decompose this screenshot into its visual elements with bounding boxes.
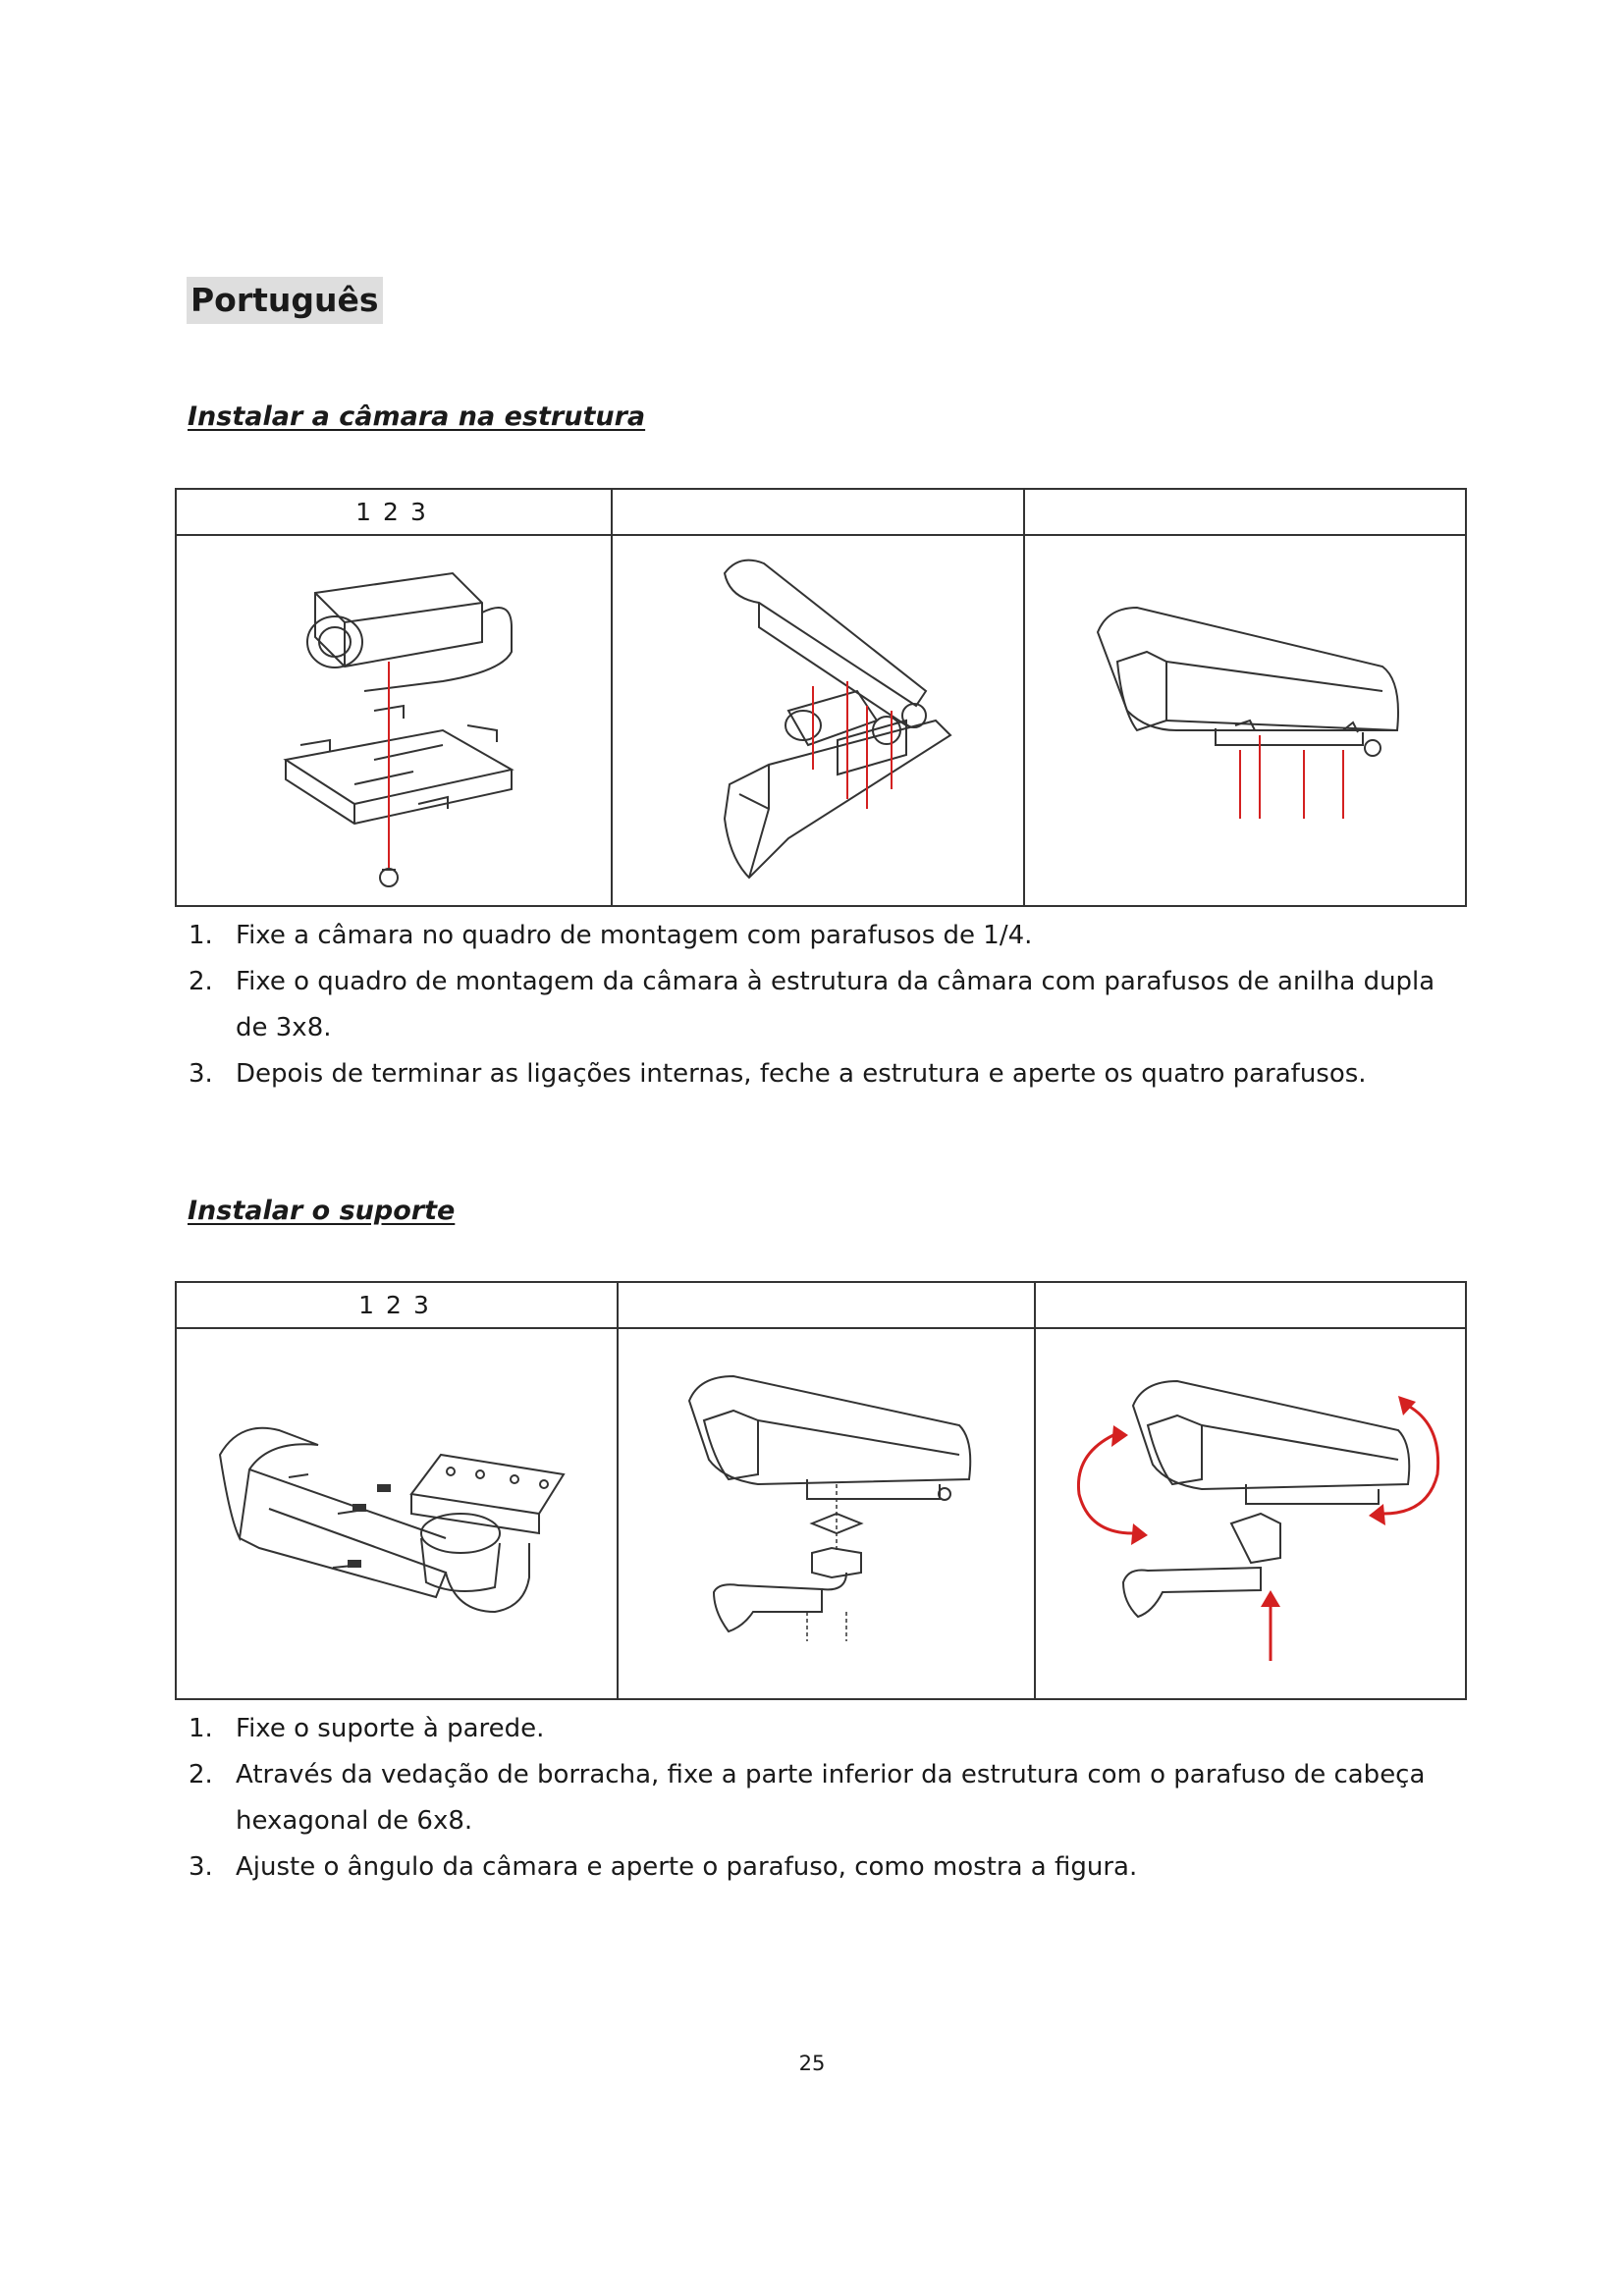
empty-header-cell xyxy=(1024,489,1466,535)
instructions-install-camera xyxy=(187,913,1463,1097)
instruction-item: 1. Fixe o suporte à parede. xyxy=(189,1714,545,1743)
page-number: 25 xyxy=(798,2052,826,2075)
steps-table-install-camera xyxy=(175,488,1467,907)
housing-open-illustration xyxy=(671,544,965,897)
figure-adjust-angle xyxy=(1035,1328,1466,1699)
section-title-install-bracket: Instalar o suporte xyxy=(188,1196,456,1226)
step-numbers xyxy=(176,489,612,535)
instruction-item: 3. Ajuste o ângulo da câmara e aperte o parafuso, como mostra a figura. xyxy=(189,1852,1138,1882)
camera-mounting-plate-illustration xyxy=(246,544,541,897)
empty-header-cell xyxy=(1035,1282,1466,1328)
housing-closed-illustration xyxy=(1058,573,1432,868)
step-number: 1 xyxy=(358,1291,381,1319)
instruction-item: 2. Fixe o quadro de montagem da câmara à estrutura da câmara com parafusos de anilha dupla de 3x8. xyxy=(189,967,1435,1042)
empty-header-cell xyxy=(618,1282,1035,1328)
step-number: 1 xyxy=(355,498,378,526)
steps-table-install-bracket xyxy=(175,1281,1467,1700)
step-number: 2 xyxy=(386,1291,407,1319)
empty-header-cell xyxy=(612,489,1024,535)
step-number: 2 xyxy=(383,498,405,526)
step-numbers xyxy=(176,1282,618,1328)
wall-bracket-illustration xyxy=(200,1401,593,1627)
figure-housing-on-bracket xyxy=(618,1328,1035,1699)
steps-header-row xyxy=(176,1282,1466,1328)
instruction-item: 3. Depois de terminar as ligações internas, feche a estrutura e aperte os quatro parafusos. xyxy=(189,1059,1367,1089)
figure-wall-bracket xyxy=(176,1328,618,1699)
housing-bracket-illustration xyxy=(665,1362,989,1666)
figure-plate-in-housing xyxy=(612,535,1024,906)
figure-camera-on-plate xyxy=(176,535,612,906)
instruction-item: 2. Através da vedação de borracha, fixe a parte inferior da estrutura com o parafuso de cabeça hexagonal de 6x8. xyxy=(189,1760,1426,1836)
section-title-install-camera: Instalar a câmara na estrutura xyxy=(188,401,646,432)
steps-header-row xyxy=(176,489,1466,535)
step-number: 3 xyxy=(412,1291,435,1319)
adjust-angle-illustration xyxy=(1055,1366,1447,1661)
figure-closed-housing xyxy=(1024,535,1466,906)
language-heading: Português xyxy=(187,277,383,324)
instruction-item: 1. Fixe a câmara no quadro de montagem com parafusos de 1/4. xyxy=(189,921,1033,950)
instructions-install-bracket xyxy=(187,1706,1463,1891)
step-number: 3 xyxy=(409,498,432,526)
